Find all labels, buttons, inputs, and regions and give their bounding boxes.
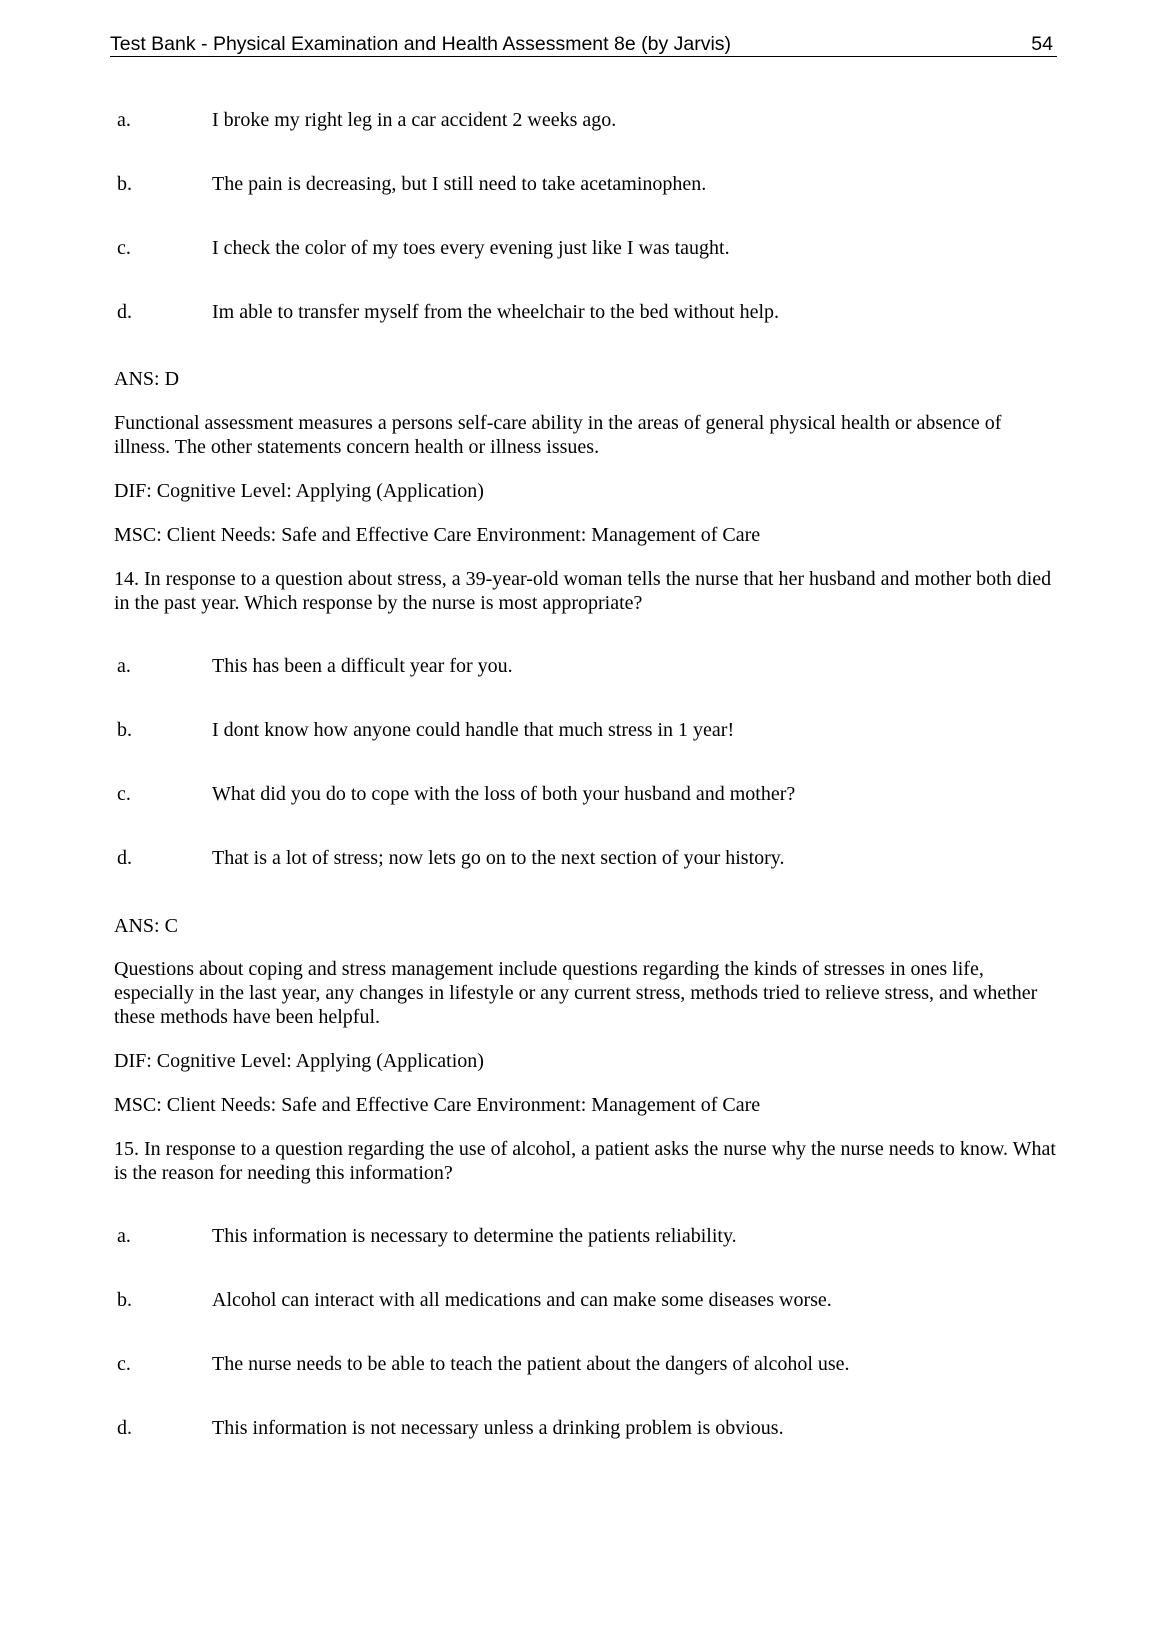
q13-option-a [117, 108, 1057, 134]
option-letter: a. [117, 655, 131, 677]
option-text: Im able to transfer myself from the wheelchair to the bed without help. [212, 301, 780, 323]
q13-option-c [117, 236, 1057, 262]
q14-option-d [117, 846, 1057, 872]
q14-difficulty: DIF: Cognitive Level: Applying (Application) [114, 1050, 484, 1072]
q15-option-d [117, 1416, 1057, 1442]
q15-option-b [117, 1288, 1057, 1314]
option-letter: d. [117, 301, 132, 323]
option-text: I check the color of my toes every evening just like I was taught. [212, 237, 730, 259]
option-text: That is a lot of stress; now lets go on to the next section of your history. [212, 847, 785, 869]
q13-rationale: Functional assessment measures a persons self-care ability in the areas of general physical health or absence of illness. The other statements concern health or illness issues. [114, 412, 1002, 458]
option-letter: b. [117, 1289, 132, 1311]
page-number: 54 [1031, 33, 1053, 55]
q14-rationale: Questions about coping and stress management include questions regarding the kinds of stresses in ones life, especially in the last year, any changes in lifestyle or any current stress, methods tried to relieve stress, and whether these methods have been helpful. [114, 958, 1038, 1028]
q14-msc: MSC: Client Needs: Safe and Effective Care Environment: Management of Care [114, 1094, 761, 1116]
page-header [110, 30, 1057, 57]
document-title: Test Bank - Physical Examination and Health Assessment 8e (by Jarvis) [110, 33, 732, 55]
option-text: This information is not necessary unless a drinking problem is obvious. [212, 1417, 784, 1439]
q13-difficulty: DIF: Cognitive Level: Applying (Application) [114, 480, 484, 502]
option-text: This information is necessary to determine the patients reliability. [212, 1225, 737, 1247]
option-text: The nurse needs to be able to teach the patient about the dangers of alcohol use. [212, 1353, 850, 1375]
option-text: Alcohol can interact with all medications and can make some diseases worse. [212, 1289, 832, 1311]
q13-option-d [117, 300, 1057, 326]
option-letter: c. [117, 1353, 131, 1375]
q14-option-a [117, 654, 1057, 680]
option-text: The pain is decreasing, but I still need to take acetaminophen. [212, 173, 707, 195]
q13-answer: ANS: D [114, 368, 180, 390]
option-letter: c. [117, 783, 131, 805]
q14-answer: ANS: C [114, 915, 178, 937]
option-text: This has been a difficult year for you. [212, 655, 513, 677]
option-letter: c. [117, 237, 131, 259]
option-letter: d. [117, 847, 132, 869]
q14-option-b [117, 718, 1057, 744]
option-letter: b. [117, 719, 132, 741]
q14-option-c [117, 782, 1057, 808]
q14-question: 14. In response to a question about stress, a 39-year-old woman tells the nurse that her husband and mother both died in the past year. Which response by the nurse is most appropriate? [114, 568, 1052, 614]
q15-question: 15. In response to a question regarding the use of alcohol, a patient asks the nurse why the nurse needs to know. What is the reason for needing this information? [114, 1138, 1056, 1184]
option-text: I dont know how anyone could handle that much stress in 1 year! [212, 719, 735, 741]
option-text: What did you do to cope with the loss of both your husband and mother? [212, 783, 796, 805]
q13-msc: MSC: Client Needs: Safe and Effective Care Environment: Management of Care [114, 524, 761, 546]
option-letter: b. [117, 173, 132, 195]
option-letter: d. [117, 1417, 132, 1439]
option-letter: a. [117, 109, 131, 131]
option-text: I broke my right leg in a car accident 2 weeks ago. [212, 109, 617, 131]
q13-option-b [117, 172, 1057, 198]
q15-option-a [117, 1224, 1057, 1250]
q15-option-c [117, 1352, 1057, 1378]
option-letter: a. [117, 1225, 131, 1247]
